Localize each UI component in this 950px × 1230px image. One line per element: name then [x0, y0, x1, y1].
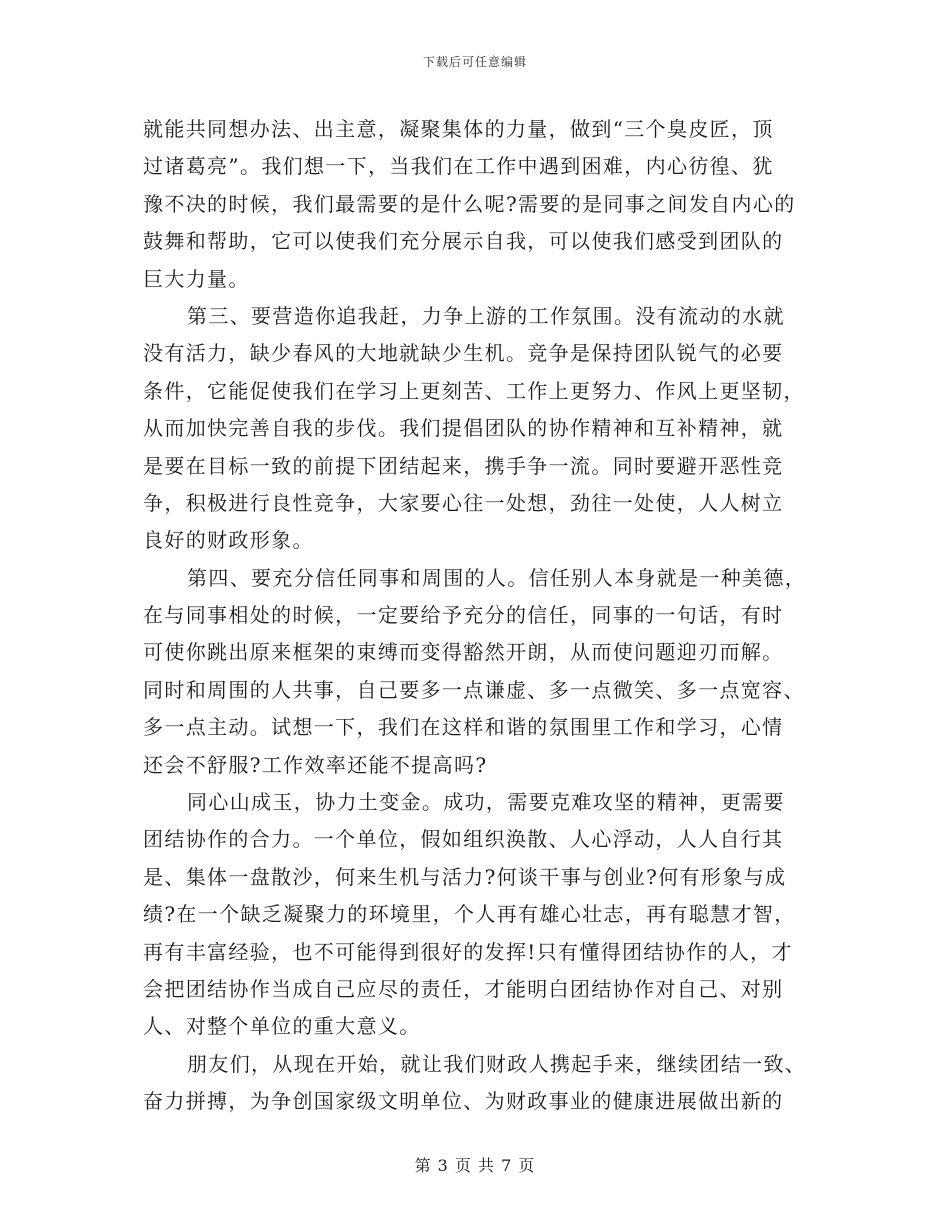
text-line: 过诸葛亮”。我们想一下，当我们在工作中遇到困难，内心彷徨、犹 — [143, 154, 774, 179]
text-line: 团结协作的合力。一个单位，假如组织涣散、人心浮动，人人自行其 — [143, 827, 784, 852]
body-text — [143, 111, 808, 1121]
text-line: 还会不舒服?工作效率还能不提高吗? — [143, 752, 488, 777]
text-line: 是、集体一盘散沙，何来生机与活力?何谈干事与创业?何有形象与成 — [143, 864, 787, 889]
text-line: 豫不决的时候，我们最需要的是什么呢?需要的是同事之间发自内心的 — [143, 191, 796, 216]
text-line: 巨大力量。 — [143, 266, 250, 291]
text-line: 同心山成玉，协力土变金。成功，需要克难攻坚的精神，更需要 — [187, 790, 785, 815]
text-line: 鼓舞和帮助，它可以使我们充分展示自我，可以使我们感受到团队的 — [143, 229, 784, 254]
text-line: 同时和周围的人共事，自己要多一点谦虚、多一点微笑、多一点宽容、 — [143, 677, 805, 702]
text-line: 是要在目标一致的前提下团结起来，携手争一流。同时要避开恶性竞 — [143, 453, 784, 478]
text-line: 第三、要营造你追我赶，力争上游的工作氛围。没有流动的水就 — [187, 303, 785, 328]
text-line: 人、对整个单位的重大意义。 — [143, 1014, 421, 1039]
text-line: 会把团结协作当成自己应尽的责任，才能明白团结协作对自己、对别 — [143, 976, 784, 1001]
text-line: 没有活力，缺少春风的大地就缺少生机。竞争是保持团队锐气的必要 — [143, 341, 784, 366]
text-line: 争，积极进行良性竞争，大家要心往一处想，劲往一处使，人人树立 — [143, 490, 784, 515]
text-line: 多一点主动。试想一下，我们在这样和谐的氛围里工作和学习，心情 — [143, 715, 784, 740]
text-line: 在与同事相处的时候，一定要给予充分的信任，同事的一句话，有时 — [143, 603, 784, 628]
text-line: 良好的财政形象。 — [143, 528, 314, 553]
text-line: 可使你跳出原来框架的束缚而变得豁然开朗，从而使问题迎刃而解。 — [143, 640, 784, 665]
text-line: 就能共同想办法、出主意，凝聚集体的力量，做到“三个臭皮匠，顶 — [143, 117, 774, 141]
text-line: 绩?在一个缺乏凝聚力的环境里，个人再有雄心壮志，再有聪慧才智， — [143, 902, 796, 927]
page-number: 第 3 页 共 7 页 — [414, 1156, 536, 1175]
text-line: 再有丰富经验，也不可能得到很好的发挥!只有懂得团结协作的人，才 — [143, 939, 793, 964]
text-line: 从而加快完善自我的步伐。我们提倡团队的协作精神和互补精神，就 — [143, 416, 784, 441]
header-note: 下载后可任意编辑 — [422, 55, 527, 69]
text-line: 朋友们，从现在开始，就让我们财政人携起手来，继续团结一致、 — [187, 1051, 807, 1076]
text-line: 第四、要充分信任同事和周围的人。信任别人本身就是一种美德， — [187, 565, 807, 590]
text-line: 条件，它能促使我们在学习上更刻苦、工作上更努力、作风上更坚韧， — [143, 378, 805, 403]
text-line: 奋力拼搏，为争创国家级文明单位、为财政事业的健康进展做出新的 — [143, 1089, 784, 1114]
